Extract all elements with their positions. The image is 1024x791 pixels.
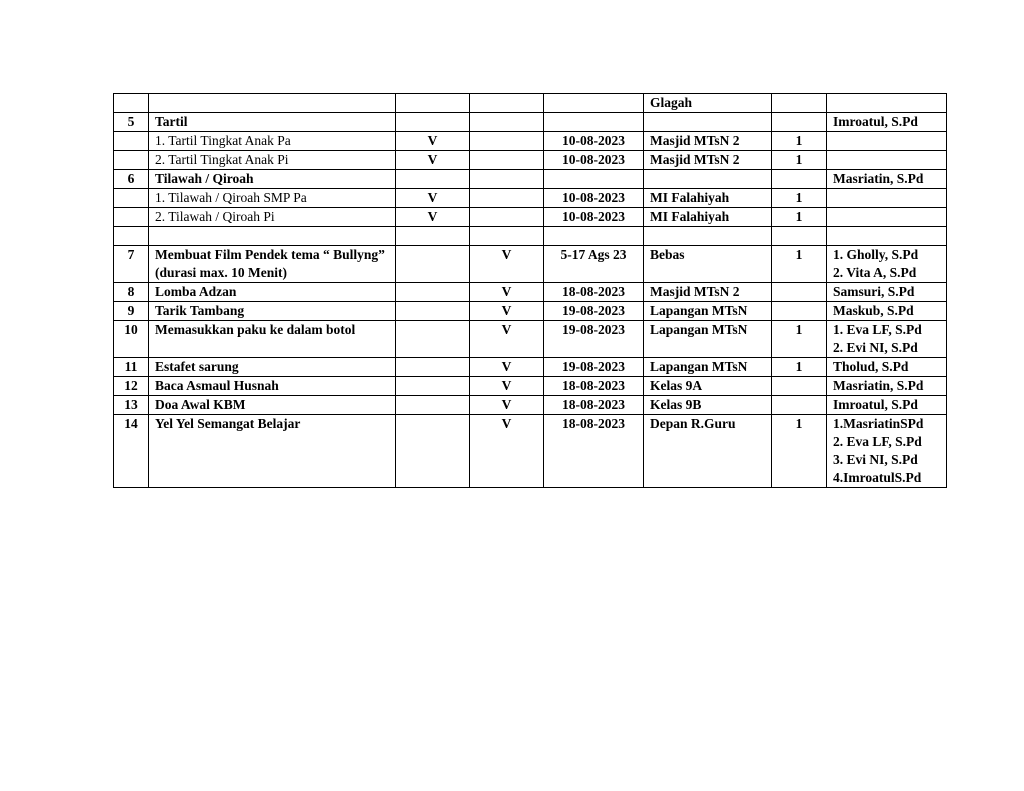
person-in-charge xyxy=(827,321,947,358)
table-row xyxy=(114,189,947,208)
activity-place: Glagah xyxy=(644,94,772,113)
pic-line: 1. Gholly, S.Pd xyxy=(833,247,919,262)
row-number xyxy=(114,132,149,151)
table-row xyxy=(114,151,947,170)
activity-qty: 1 xyxy=(772,246,827,283)
activity-date: 5-17 Ags 23 xyxy=(544,246,644,283)
activity-name: 2. Tilawah / Qiroah Pi xyxy=(149,208,396,227)
row-number: 14 xyxy=(114,415,149,488)
pic-line: 2. Eva LF, S.Pd xyxy=(833,434,922,449)
activity-name: Estafet sarung xyxy=(149,358,396,377)
activity-name: 2. Tartil Tingkat Anak Pi xyxy=(149,151,396,170)
activity-date xyxy=(544,94,644,113)
activity-table xyxy=(113,93,947,488)
check-col-3 xyxy=(396,94,470,113)
activity-name: Membuat Film Pendek tema “ Bullyng” (durasi max. 10 Menit) xyxy=(149,246,396,283)
check-col-4: V xyxy=(470,415,544,488)
check-col-3 xyxy=(396,321,470,358)
check-col-3 xyxy=(396,415,470,488)
pic-line: Masriatin, S.Pd xyxy=(833,378,924,393)
person-in-charge xyxy=(827,170,947,189)
person-in-charge xyxy=(827,113,947,132)
table-row xyxy=(114,227,947,246)
person-in-charge xyxy=(827,94,947,113)
pic-line: 3. Evi NI, S.Pd xyxy=(833,452,918,467)
check-col-3 xyxy=(396,358,470,377)
activity-qty xyxy=(772,377,827,396)
activity-place: MI Falahiyah xyxy=(644,208,772,227)
activity-qty: 1 xyxy=(772,189,827,208)
table-row xyxy=(114,377,947,396)
activity-date: 10-08-2023 xyxy=(544,208,644,227)
person-in-charge xyxy=(827,246,947,283)
activity-place: Lapangan MTsN xyxy=(644,302,772,321)
activity-name: Lomba Adzan xyxy=(149,283,396,302)
activity-qty xyxy=(772,396,827,415)
activity-date: 18-08-2023 xyxy=(544,415,644,488)
activity-qty xyxy=(772,170,827,189)
check-col-3 xyxy=(396,246,470,283)
activity-name: Tilawah / Qiroah xyxy=(149,170,396,189)
row-number: 12 xyxy=(114,377,149,396)
check-col-3 xyxy=(396,302,470,321)
activity-qty: 1 xyxy=(772,415,827,488)
check-col-4: V xyxy=(470,321,544,358)
activity-date: 19-08-2023 xyxy=(544,358,644,377)
check-col-3 xyxy=(396,377,470,396)
activity-place: Lapangan MTsN xyxy=(644,358,772,377)
activity-place xyxy=(644,170,772,189)
check-col-4 xyxy=(470,208,544,227)
table-row xyxy=(114,94,947,113)
check-col-3: V xyxy=(396,132,470,151)
row-number: 10 xyxy=(114,321,149,358)
activity-place: Depan R.Guru xyxy=(644,415,772,488)
activity-date: 18-08-2023 xyxy=(544,283,644,302)
activity-date: 18-08-2023 xyxy=(544,377,644,396)
person-in-charge xyxy=(827,132,947,151)
table-row xyxy=(114,396,947,415)
activity-place: Masjid MTsN 2 xyxy=(644,283,772,302)
person-in-charge xyxy=(827,396,947,415)
check-col-4: V xyxy=(470,396,544,415)
table-row xyxy=(114,113,947,132)
activity-place: Kelas 9B xyxy=(644,396,772,415)
row-number: 6 xyxy=(114,170,149,189)
row-number: 9 xyxy=(114,302,149,321)
activity-date: 19-08-2023 xyxy=(544,321,644,358)
table-row xyxy=(114,415,947,488)
table-row xyxy=(114,302,947,321)
table-row xyxy=(114,132,947,151)
activity-date: 18-08-2023 xyxy=(544,396,644,415)
row-number xyxy=(114,151,149,170)
pic-line: 2. Evi NI, S.Pd xyxy=(833,340,918,355)
activity-qty xyxy=(772,302,827,321)
check-col-4: V xyxy=(470,302,544,321)
check-col-4: V xyxy=(470,246,544,283)
table-row xyxy=(114,208,947,227)
activity-name: Baca Asmaul Husnah xyxy=(149,377,396,396)
person-in-charge xyxy=(827,208,947,227)
activity-place: Masjid MTsN 2 xyxy=(644,151,772,170)
pic-line: Imroatul, S.Pd xyxy=(833,114,918,129)
activity-qty: 1 xyxy=(772,151,827,170)
check-col-4 xyxy=(470,132,544,151)
activity-qty: 1 xyxy=(772,321,827,358)
person-in-charge xyxy=(827,189,947,208)
person-in-charge xyxy=(827,302,947,321)
activity-date: 10-08-2023 xyxy=(544,189,644,208)
activity-qty: 1 xyxy=(772,132,827,151)
check-col-4 xyxy=(470,94,544,113)
activity-date xyxy=(544,170,644,189)
activity-place xyxy=(644,227,772,246)
pic-line: 4.ImroatulS.Pd xyxy=(833,470,922,485)
activity-place: Kelas 9A xyxy=(644,377,772,396)
activity-name xyxy=(149,227,396,246)
activity-place: Lapangan MTsN xyxy=(644,321,772,358)
activity-place: Masjid MTsN 2 xyxy=(644,132,772,151)
check-col-3: V xyxy=(396,208,470,227)
row-number: 13 xyxy=(114,396,149,415)
activity-qty xyxy=(772,113,827,132)
activity-qty xyxy=(772,227,827,246)
check-col-3 xyxy=(396,170,470,189)
person-in-charge xyxy=(827,358,947,377)
activity-name: 1. Tilawah / Qiroah SMP Pa xyxy=(149,189,396,208)
activity-place: Bebas xyxy=(644,246,772,283)
activity-date xyxy=(544,227,644,246)
activity-qty xyxy=(772,283,827,302)
row-number: 5 xyxy=(114,113,149,132)
pic-line: Imroatul, S.Pd xyxy=(833,397,918,412)
check-col-3 xyxy=(396,113,470,132)
activity-place xyxy=(644,113,772,132)
activity-place: MI Falahiyah xyxy=(644,189,772,208)
check-col-4: V xyxy=(470,358,544,377)
activity-name: Memasukkan paku ke dalam botol xyxy=(149,321,396,358)
activity-name: Doa Awal KBM xyxy=(149,396,396,415)
person-in-charge xyxy=(827,227,947,246)
check-col-3 xyxy=(396,396,470,415)
pic-line: 1. Eva LF, S.Pd xyxy=(833,322,922,337)
row-number: 11 xyxy=(114,358,149,377)
row-number xyxy=(114,227,149,246)
row-number: 7 xyxy=(114,246,149,283)
activity-date xyxy=(544,113,644,132)
pic-line: 1.MasriatinSPd xyxy=(833,416,924,431)
activity-date: 19-08-2023 xyxy=(544,302,644,321)
check-col-4 xyxy=(470,151,544,170)
activity-name xyxy=(149,94,396,113)
activity-name: 1. Tartil Tingkat Anak Pa xyxy=(149,132,396,151)
check-col-4 xyxy=(470,227,544,246)
check-col-4: V xyxy=(470,377,544,396)
activity-date: 10-08-2023 xyxy=(544,132,644,151)
pic-line: Masriatin, S.Pd xyxy=(833,171,924,186)
table-row xyxy=(114,358,947,377)
check-col-3: V xyxy=(396,151,470,170)
row-number xyxy=(114,208,149,227)
table-row xyxy=(114,283,947,302)
check-col-3: V xyxy=(396,189,470,208)
activity-qty: 1 xyxy=(772,358,827,377)
activity-qty xyxy=(772,94,827,113)
check-col-3 xyxy=(396,227,470,246)
pic-line: Tholud, S.Pd xyxy=(833,359,909,374)
row-number xyxy=(114,189,149,208)
pic-line: Maskub, S.Pd xyxy=(833,303,914,318)
table-row xyxy=(114,170,947,189)
person-in-charge xyxy=(827,415,947,488)
person-in-charge xyxy=(827,283,947,302)
activity-name: Yel Yel Semangat Belajar xyxy=(149,415,396,488)
table-row xyxy=(114,321,947,358)
activity-name: Tarik Tambang xyxy=(149,302,396,321)
check-col-4 xyxy=(470,189,544,208)
pic-line: Samsuri, S.Pd xyxy=(833,284,915,299)
activity-date: 10-08-2023 xyxy=(544,151,644,170)
check-col-4 xyxy=(470,113,544,132)
activity-name: Tartil xyxy=(149,113,396,132)
row-number xyxy=(114,94,149,113)
row-number: 8 xyxy=(114,283,149,302)
pic-line: 2. Vita A, S.Pd xyxy=(833,265,917,280)
person-in-charge xyxy=(827,151,947,170)
activity-qty: 1 xyxy=(772,208,827,227)
check-col-3 xyxy=(396,283,470,302)
check-col-4: V xyxy=(470,283,544,302)
table-row xyxy=(114,246,947,283)
check-col-4 xyxy=(470,170,544,189)
person-in-charge xyxy=(827,377,947,396)
